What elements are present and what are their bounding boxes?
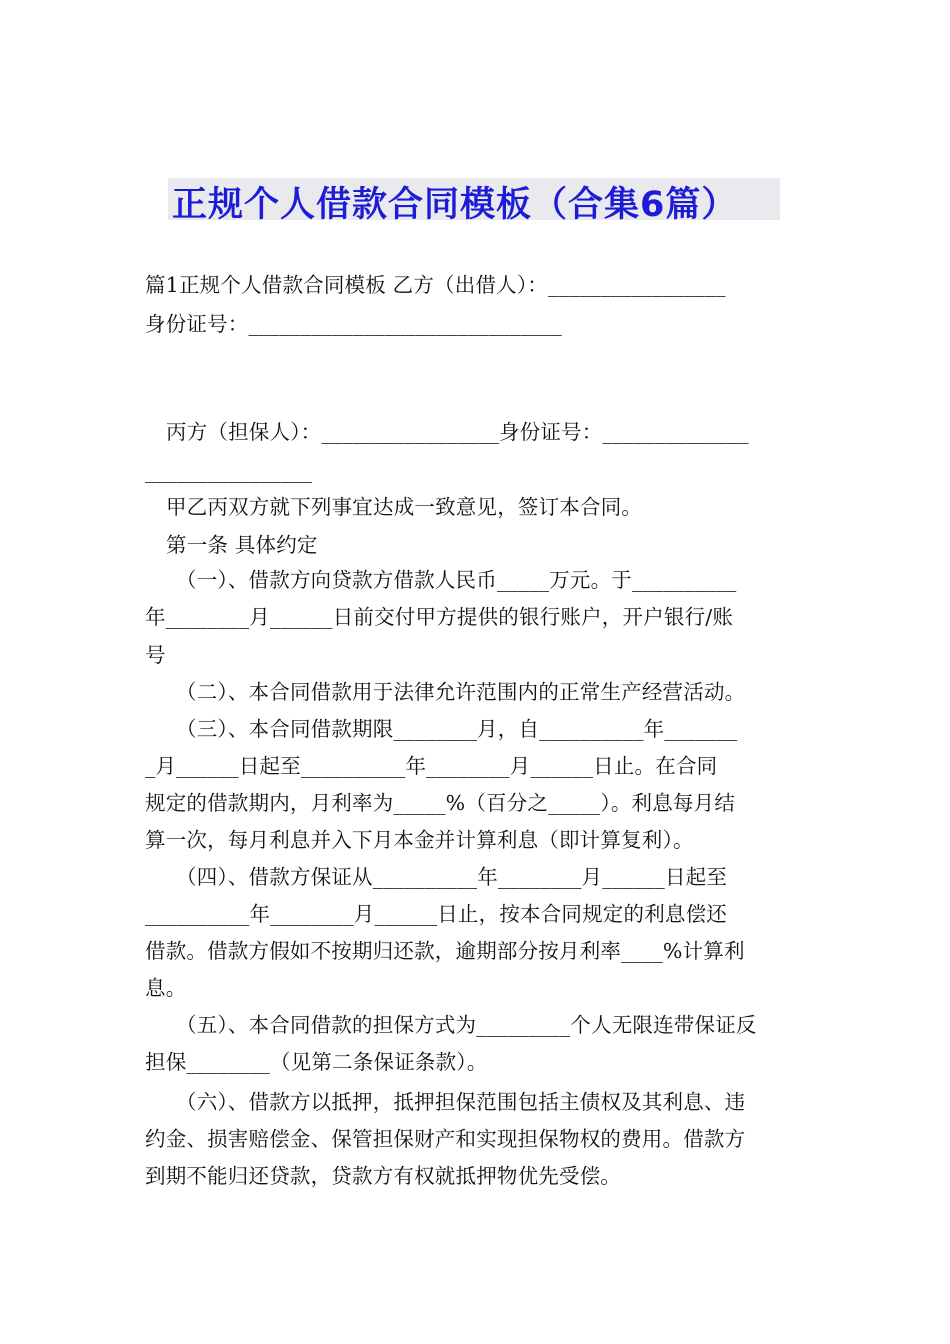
- paragraph-line: 第一条 具体约定: [166, 533, 318, 557]
- paragraph-line: 算一次，每月利息并入下月本金并计算利息（即计算复利）。: [145, 828, 694, 852]
- paragraph-line: （二）、本合同借款用于法律允许范围内的正常生产经营活动。: [176, 680, 746, 704]
- paragraph-line: 丙方（担保人）：_________________身份证号：______________: [166, 420, 749, 444]
- paragraph-line: 借款。借款方假如不按期归还款，逾期部分按月利率____%计算利: [145, 939, 745, 963]
- paragraph-line: 规定的借款期内，月利率为_____%（百分之_____）。利息每月结: [145, 791, 736, 815]
- paragraph-line: ________________: [145, 459, 313, 483]
- paragraph-line: 担保________（见第二条保证条款）。: [145, 1050, 488, 1074]
- paragraph-line: 甲乙丙双方就下列事宜达成一致意见，签订本合同。: [166, 495, 643, 519]
- paragraph-line: （六）、借款方以抵押，抵押担保范围包括主债权及其利息、违: [176, 1090, 746, 1114]
- paragraph-line: 身份证号：______________________________: [145, 312, 562, 336]
- paragraph-line: _月______日起至__________年________月______日止。在合同: [145, 754, 718, 778]
- paragraph-line: 到期不能归还贷款，贷款方有权就抵押物优先受偿。: [145, 1164, 622, 1188]
- paragraph-line: （四）、借款方保证从__________年________月______日起至: [176, 865, 728, 889]
- document-title: 正规个人借款合同模板（合集6篇）: [172, 185, 738, 225]
- paragraph-line: （三）、本合同借款期限________月，自__________年_______: [176, 717, 738, 741]
- paragraph-line: 息。: [145, 976, 187, 1000]
- paragraph-line: 约金、损害赔偿金、保管担保财产和实现担保物权的费用。借款方: [145, 1127, 746, 1151]
- paragraph-line: 年________月______日前交付甲方提供的银行账户，开户银行/账: [145, 605, 734, 629]
- paragraph-line: 号: [145, 643, 166, 667]
- paragraph-line: 篇1正规个人借款合同模板 乙方（出借人）：_________________: [145, 273, 726, 297]
- paragraph-line: （五）、本合同借款的担保方式为_________个人无限连带保证反: [176, 1013, 757, 1037]
- paragraph-line: __________年________月______日止，按本合同规定的利息偿还: [145, 902, 727, 926]
- paragraph-line: （一）、借款方向贷款方借款人民币_____万元。于__________: [176, 568, 737, 592]
